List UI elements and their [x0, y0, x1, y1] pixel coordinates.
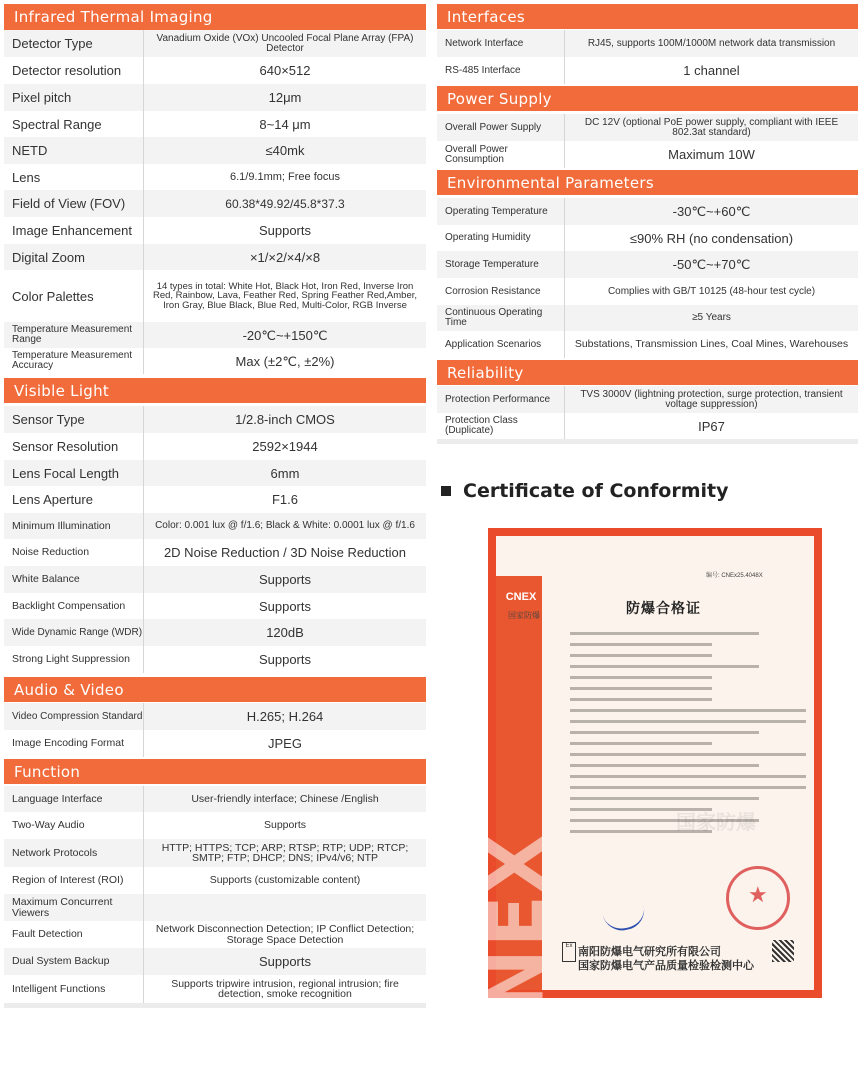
row-label: Pixel pitch — [4, 84, 144, 111]
certificate-band-text: CNEX — [471, 832, 561, 1071]
certificate-number: 编号: CNEx25.4048X — [706, 573, 763, 579]
row-label: Image Enhancement — [4, 217, 144, 244]
row-label: Maximum Concurrent Viewers — [4, 894, 144, 921]
table-row — [437, 413, 858, 439]
table-row — [4, 30, 426, 57]
table-row — [4, 270, 426, 322]
power-table — [437, 114, 858, 168]
row-value: 1 channel — [683, 63, 740, 78]
red-seal-stamp — [726, 866, 790, 930]
row-value: RJ45, supports 100M/1000M network data transmission — [587, 37, 836, 49]
row-label: Color Palettes — [4, 270, 144, 322]
cnex-logo-subtitle: 国家防爆 — [508, 611, 540, 620]
row-value: DC 12V (optional PoE power supply, compliant with IEEE 802.3at standard) — [584, 116, 839, 138]
row-label: Sensor Type — [4, 406, 144, 433]
table-row — [4, 975, 426, 1003]
right-column — [437, 4, 858, 444]
row-value: TVS 3000V (lightning protection, surge protection, transient voltage suppression) — [580, 388, 843, 410]
section-header-environmental: Environmental Parameters — [437, 170, 858, 195]
row-label: NETD — [4, 137, 144, 164]
table-bottom-border — [4, 1003, 426, 1008]
table-row — [4, 217, 426, 244]
row-label: Region of Interest (ROI) — [4, 867, 144, 894]
section-header-power-supply: Power Supply — [437, 86, 858, 111]
certificate-image — [471, 528, 822, 1071]
bullet-square-icon — [441, 486, 451, 496]
row-value: -20℃~+150℃ — [242, 327, 328, 343]
row-value: 1/2.8-inch CMOS — [235, 412, 335, 427]
row-label: Spectral Range — [4, 111, 144, 137]
section-header-function: Function — [4, 759, 426, 784]
row-value: 2592×1944 — [252, 439, 318, 454]
row-label: Fault Detection — [4, 921, 144, 948]
row-label: Corrosion Resistance — [437, 278, 565, 305]
row-value: -50℃~+70℃ — [672, 257, 751, 272]
row-value: Maximum 10W — [668, 147, 755, 162]
row-value — [144, 894, 426, 921]
row-label: Digital Zoom — [4, 244, 144, 270]
row-value: 12μm — [268, 90, 302, 105]
ex-mark-icon: Ex — [562, 942, 576, 962]
row-value: H.265; H.264 — [246, 709, 324, 724]
row-label: Sensor Resolution — [4, 433, 144, 460]
certificate-page — [471, 536, 814, 1071]
function-table — [4, 786, 426, 1003]
table-row — [4, 948, 426, 975]
issuer-line-2: 国家防爆电气产品质量检验检测中心 — [578, 959, 754, 972]
table-row — [437, 198, 858, 225]
row-label: Detector resolution — [4, 57, 144, 84]
row-value: Supports — [258, 954, 312, 969]
row-label: Temperature Measurement Range — [4, 322, 144, 348]
row-value: Supports — [258, 652, 312, 667]
row-label: Application Scenarios — [437, 331, 565, 358]
table-row — [437, 30, 858, 57]
table-row — [4, 348, 426, 374]
interfaces-table — [437, 30, 858, 84]
table-row — [437, 141, 858, 168]
certificate-side-band — [471, 576, 561, 1071]
table-row — [4, 513, 426, 539]
row-label: Protection Class (Duplicate) — [437, 413, 565, 439]
table-row — [4, 867, 426, 894]
table-row — [4, 703, 426, 730]
table-row — [437, 331, 858, 358]
audio-video-table — [4, 703, 426, 757]
issuer-line-1: 南阳防爆电气研究所有限公司 — [578, 946, 721, 958]
section-header-audio-video: Audio & Video — [4, 677, 426, 702]
table-bottom-border — [437, 439, 858, 444]
certificate-document-title: 防爆合格证 — [626, 600, 701, 616]
row-label: Continuous Operating Time — [437, 305, 565, 331]
table-row — [4, 730, 426, 757]
section-header-interfaces: Interfaces — [437, 4, 858, 29]
table-row — [4, 646, 426, 673]
row-value: Vanadium Oxide (VOx) Uncooled Focal Plane Array (FPA) Detector — [156, 32, 414, 54]
row-label: Lens Focal Length — [4, 460, 144, 486]
row-value: 640×512 — [259, 63, 311, 78]
row-label: Protection Performance — [437, 386, 565, 413]
row-value: Supports — [258, 572, 312, 587]
row-value: 8~14 μm — [259, 116, 311, 132]
table-row — [437, 386, 858, 413]
table-row — [437, 251, 858, 278]
row-label: Overall Power Supply — [437, 114, 565, 141]
row-label: Field of View (FOV) — [4, 190, 144, 217]
row-value: Complies with GB/T 10125 (48-hour test cycle) — [607, 285, 816, 297]
row-value: ×1/×2/×4/×8 — [249, 249, 321, 265]
table-row — [4, 619, 426, 646]
row-label: Lens Aperture — [4, 486, 144, 513]
table-row — [4, 84, 426, 111]
row-value: Color: 0.001 lux @ f/1.6; Black & White: 0.0001 lux @ f/1.6 — [155, 520, 415, 531]
table-row — [4, 460, 426, 486]
certificate-watermark: 国家防爆 — [676, 812, 756, 834]
certificate-heading-text: Certificate of Conformity — [463, 480, 729, 502]
row-value: JPEG — [268, 736, 302, 751]
table-row — [4, 921, 426, 948]
table-row — [437, 305, 858, 331]
table-row — [437, 278, 858, 305]
row-value: 14 types in total: White Hot, Black Hot, Iron Red, Inverse Iron Red, Rainbow, Lava, Feather Red, Spring Feather Red,Amber, Iron Gray, Blue Black, Blue Red, Multi-Color, RGB Inverse — [152, 280, 418, 311]
row-label: Storage Temperature — [437, 251, 565, 278]
row-value: Supports — [263, 819, 307, 832]
table-row — [4, 406, 426, 433]
row-label: Overall Power Consumption — [437, 141, 565, 168]
row-label: Operating Temperature — [437, 198, 565, 225]
table-row — [4, 812, 426, 839]
row-label: Noise Reduction — [4, 539, 144, 566]
row-value: -30℃~+60℃ — [672, 204, 751, 219]
table-row — [4, 839, 426, 867]
row-value: 6.1/9.1mm; Free focus — [229, 170, 341, 183]
row-label: Network Protocols — [4, 839, 144, 867]
row-value: User-friendly interface; Chinese /English — [191, 792, 379, 805]
row-label: Video Compression Standard — [4, 703, 144, 730]
reliability-table — [437, 386, 858, 439]
row-label: Strong Light Suppression — [4, 646, 144, 673]
signature — [602, 904, 648, 934]
visible-light-table — [4, 406, 426, 673]
row-label: Backlight Compensation — [4, 593, 144, 619]
table-row — [4, 486, 426, 513]
row-label: Wide Dynamic Range (WDR) — [4, 619, 144, 646]
row-value: 2D Noise Reduction / 3D Noise Reduction — [163, 545, 407, 560]
left-column — [4, 4, 426, 1008]
table-row — [437, 114, 858, 141]
row-value: F1.6 — [271, 492, 298, 507]
certificate-heading — [441, 480, 728, 502]
row-value: Network Disconnection Detection; IP Conflict Detection; Storage Space Detection — [155, 923, 415, 946]
row-value: IP67 — [698, 418, 725, 434]
row-value: ≤40mk — [265, 143, 305, 158]
row-value: ≥5 Years — [692, 312, 731, 323]
environment-table — [437, 198, 858, 358]
table-row — [4, 137, 426, 164]
infrared-table — [4, 30, 426, 374]
row-value: 120dB — [266, 625, 304, 640]
row-label: Temperature Measurement Accuracy — [4, 348, 144, 374]
table-row — [4, 593, 426, 619]
row-label: Language Interface — [4, 786, 144, 812]
row-value: Substations, Transmission Lines, Coal Mines, Warehouses — [574, 338, 849, 351]
row-label: Image Encoding Format — [4, 730, 144, 757]
row-label: White Balance — [4, 566, 144, 593]
table-row — [437, 57, 858, 84]
row-value: Supports tripwire intrusion, regional intrusion; fire detection, smoke recognition — [171, 977, 399, 1000]
table-row — [4, 433, 426, 460]
certificate-issuer — [578, 946, 754, 974]
row-label: Detector Type — [4, 30, 144, 57]
table-row — [4, 322, 426, 348]
table-row — [4, 57, 426, 84]
table-row — [4, 566, 426, 593]
row-label: Intelligent Functions — [4, 975, 144, 1003]
cnex-logo: CNEX — [502, 586, 540, 608]
row-value: Supports — [258, 598, 312, 614]
row-value: Max (±2℃, ±2%) — [235, 353, 335, 369]
row-value: Supports (customizable content) — [209, 874, 361, 887]
section-header-infrared: Infrared Thermal Imaging — [4, 4, 426, 30]
qr-code-icon — [772, 940, 794, 962]
row-label: Two-Way Audio — [4, 812, 144, 839]
row-label: RS-485 Interface — [437, 57, 565, 84]
table-row — [4, 244, 426, 270]
row-label: Lens — [4, 164, 144, 190]
row-label: Minimum Illumination — [4, 513, 144, 539]
row-label: Operating Humidity — [437, 225, 565, 251]
table-row — [4, 190, 426, 217]
table-row — [4, 786, 426, 812]
table-row — [4, 894, 426, 921]
row-label: Network Interface — [437, 30, 565, 57]
table-row — [437, 225, 858, 251]
row-value: ≤90% RH (no condensation) — [629, 230, 794, 246]
row-value: HTTP; HTTPS; TCP; ARP; RTSP; RTP; UDP; RTCP; SMTP; FTP; DHCP; DNS; IPv4/v6; NTP — [161, 841, 409, 864]
table-row — [4, 164, 426, 190]
section-header-reliability: Reliability — [437, 360, 858, 385]
table-row — [4, 539, 426, 566]
row-value: Supports — [258, 223, 312, 238]
row-label: Dual System Backup — [4, 948, 144, 975]
table-row — [4, 111, 426, 137]
row-value: 60.38*49.92/45.8*37.3 — [225, 196, 345, 211]
section-header-visible-light: Visible Light — [4, 378, 426, 403]
row-value: 6mm — [270, 465, 300, 481]
